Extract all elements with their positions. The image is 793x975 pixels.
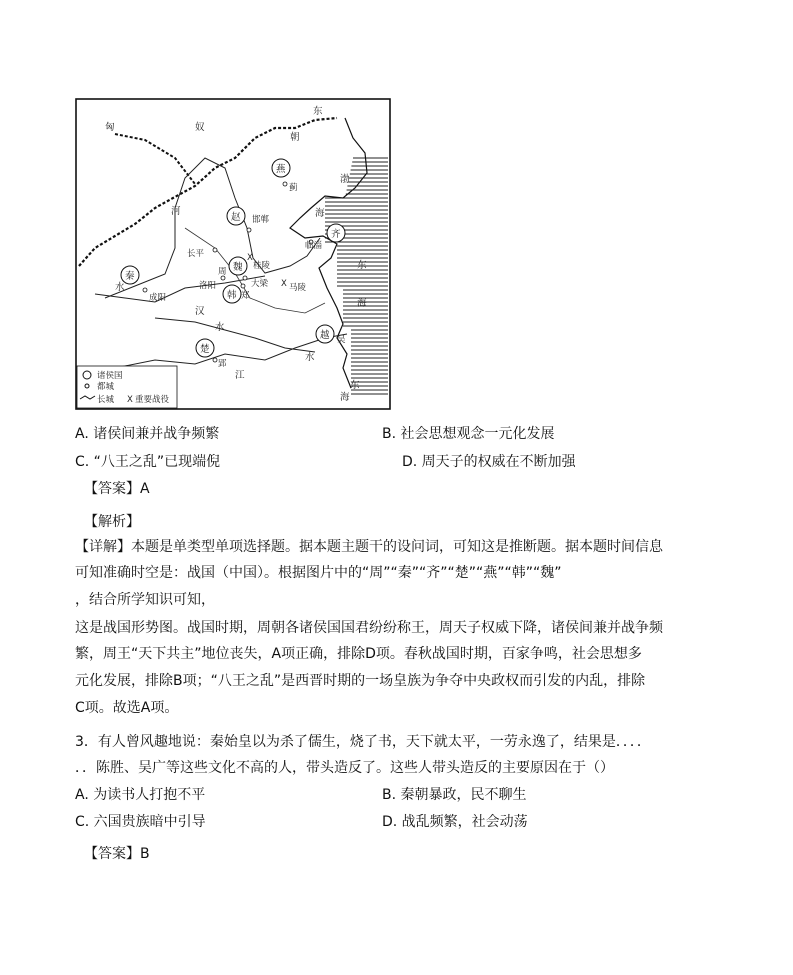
svg-text:诸侯国: 诸侯国: [97, 371, 123, 381]
q2-detail-line-5: 繁，周王“天下共主”地位丧失，A项正确，排除D项。春秋战国时期，百家争鸣，社会思想多: [75, 646, 642, 662]
city-linzi: 临淄: [305, 241, 323, 251]
svg-text:长城: 长城: [97, 395, 115, 405]
state-han: [223, 285, 241, 303]
state-wei: [229, 257, 247, 275]
q3-option-c: C. 六国贵族暗中引导: [75, 814, 206, 830]
q2-detail-line-7: C项。故选A项。: [75, 700, 179, 716]
state-yan: [272, 159, 290, 177]
svg-text:齐: 齐: [331, 229, 341, 240]
state-qi: [327, 224, 345, 242]
q3-answer: 【答案】B: [84, 846, 150, 862]
map-label-east-sea2: 海: [357, 298, 367, 309]
svg-text:X: X: [281, 279, 287, 289]
q2-detail-line-2: 可知准确时空是：战国（中国）。根据图片中的“周”“秦”“齐”“楚”“燕”“韩”“魏”: [75, 565, 562, 581]
city-maling: 马陵: [289, 283, 307, 293]
city-zheng: 郑: [241, 291, 250, 301]
q2-detail-line-6: 元化发展，排除B项；“八王之乱”是西晋时期的一场皇族为争夺中央政权而引发的内乱，排除: [75, 673, 646, 689]
q2-option-d: D. 周天子的权威在不断加强: [402, 454, 576, 470]
city-guiling: 桂陵: [253, 261, 271, 271]
state-zhao: [227, 207, 245, 225]
q2-detail-line-1: 【详解】本题是单类型单项选择题。据本题主题干的设问词，可知这是推断题。据本题时间信息: [75, 539, 663, 555]
state-qin: [121, 266, 139, 284]
state-yue: [316, 325, 334, 343]
map-label-shui2: 水: [215, 322, 225, 333]
svg-text:X: X: [247, 253, 253, 263]
city-changping: 长平: [187, 249, 205, 259]
q2-detail-line-4: 这是战国形势图。战国时期，周朝各诸侯国国君纷纷称王，周天子权威下降，诸侯间兼并战争频: [75, 620, 663, 636]
q3-option-d: D. 战乱频繁，社会动荡: [382, 814, 528, 830]
map-label-shui1: 水: [115, 282, 125, 293]
map-label-xiong: 匈: [105, 122, 115, 133]
q2-answer: 【答案】A: [84, 481, 150, 497]
map-label-east-sea4: 海: [340, 392, 350, 403]
city-xianyang: 成阳: [149, 293, 167, 303]
map-label-nu: 奴: [195, 122, 205, 133]
q3-stem-line-2: ．．陈胜、吴广等这些文化不高的人，带头造反了。这些人带头造反的主要原因在于（）: [75, 760, 614, 776]
svg-text:越: 越: [320, 330, 330, 341]
svg-text:燕: 燕: [276, 164, 286, 175]
q2-analysis-title: 【解析】: [84, 514, 140, 530]
state-chu: [196, 339, 214, 357]
city-luoyang: 洛阳: [199, 281, 217, 291]
map-label-dong: 东: [313, 106, 323, 117]
map-label-bohai1: 渤: [340, 174, 350, 185]
svg-text:楚: 楚: [200, 344, 210, 355]
city-ji: 蓟: [289, 183, 298, 193]
map-label-east-sea1: 东: [357, 260, 367, 271]
svg-text:X: X: [127, 395, 133, 405]
map-label-han: 汉: [195, 306, 205, 317]
city-daliang: 大梁: [251, 279, 269, 289]
svg-text:重要战役: 重要战役: [135, 395, 170, 405]
svg-text:秦: 秦: [125, 271, 135, 282]
q2-detail-line-3: ，结合所学知识可知，: [75, 592, 215, 608]
warring-states-map: [75, 98, 391, 410]
map-label-chao: 朝: [290, 132, 300, 143]
q2-option-b: B. 社会思想观念一元化发展: [382, 426, 555, 442]
city-zhou: 周: [218, 267, 227, 277]
svg-text:韩: 韩: [227, 290, 237, 301]
q3-option-b: B. 秦朝暴政，民不聊生: [382, 787, 527, 803]
map-label-he: 河: [171, 206, 181, 217]
map-label-shui3: 水: [305, 352, 315, 363]
q3-stem-line-1: 3．有人曾风趣地说：秦始皇以为杀了儒生，烧了书，天下就太平，一劳永逸了，结果是．．．．: [75, 734, 651, 750]
svg-text:魏: 魏: [233, 262, 243, 273]
map-label-jiang: 江: [235, 370, 245, 381]
q3-option-a: A. 为读书人打抱不平: [75, 787, 206, 803]
svg-text:赵: 赵: [231, 212, 241, 223]
map-label-bohai2: 海: [315, 208, 325, 219]
svg-text:都城: 都城: [97, 382, 115, 392]
q2-option-c: C. “八王之乱”已现端倪: [75, 454, 221, 470]
city-wu: 吴: [337, 335, 346, 345]
map-label-east-sea3: 东: [350, 380, 360, 391]
map-legend: [77, 366, 177, 408]
city-handan: 邯郸: [252, 215, 270, 225]
city-ying: 郢: [218, 359, 227, 369]
q2-option-a: A. 诸侯间兼并战争频繁: [75, 426, 220, 442]
